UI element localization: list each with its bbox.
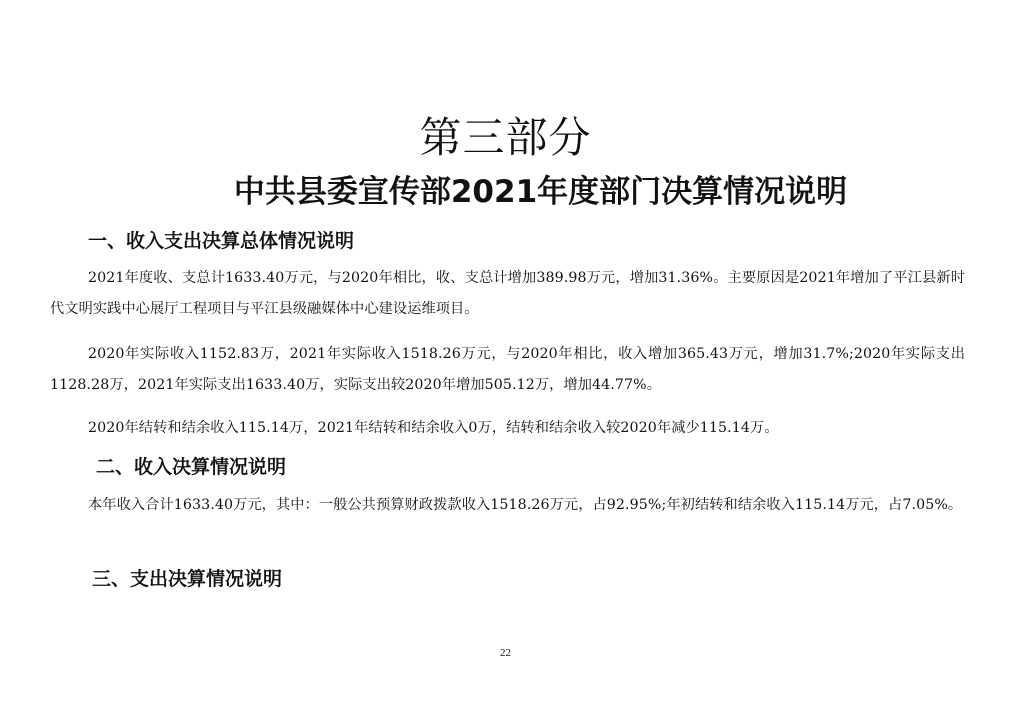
section-heading-2: 二、收入决算情况说明 — [96, 456, 287, 478]
part-title: 第三部分 — [419, 113, 592, 162]
section-1-paragraph-2: 2020年实际收入1152.83万，2021年实际收入1518.26万元，与2020年相比，收入增加365.43万元，增加31.7%;2020年实际支出1128.28万，2021年实际支出1633.40万，实际支出较2020年增加505.12万，增加44.77%。 — [50, 346, 965, 393]
section-1-paragraph-1: 2021年度收、支总计1633.40万元，与2020年相比，收、支总计增加389.98万元，增加31.36%。主要原因是2021年增加了平江县新时代文明实践中心展厅工程项目与平江县级融媒体中心建设运维项目。 — [50, 270, 965, 317]
section-heading-3: 三、支出决算情况说明 — [92, 568, 283, 590]
page-number: 22 — [500, 647, 511, 659]
section-1-paragraph-3: 2020年结转和结余收入115.14万，2021年结转和结余收入0万，结转和结余收入较2020年减少115.14万。 — [88, 420, 779, 436]
section-heading-1: 一、收入支出决算总体情况说明 — [88, 230, 355, 252]
document-title: 中共县委宣传部2021年度部门决算情况说明 — [233, 174, 848, 210]
section-2-paragraph-1: 本年收入合计1633.40万元，其中：一般公共预算财政拨款收入1518.26万元，占92.95%;年初结转和结余收入115.14万元，占7.05%。 — [88, 497, 963, 513]
